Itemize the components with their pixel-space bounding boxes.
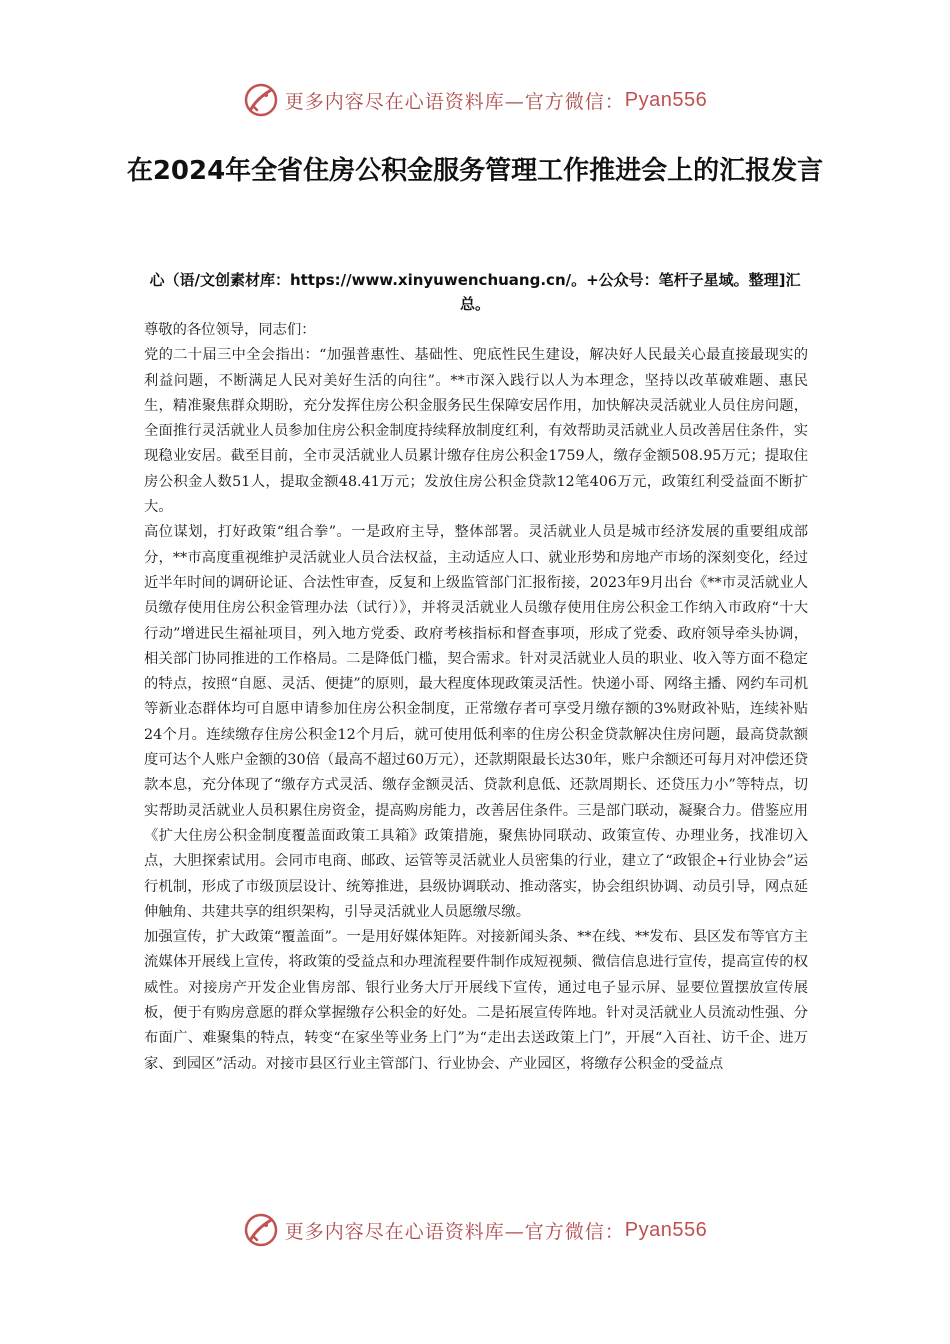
pen-logo-icon <box>243 1212 279 1248</box>
banner-text: 更多内容尽在心语资料库—官方微信： <box>284 1220 625 1243</box>
document-title: 在2024年全省住房公积金服务管理工作推进会上的汇报发言 <box>126 156 824 186</box>
document-body <box>144 318 808 1077</box>
header-watermark-banner <box>0 78 950 122</box>
banner-wechat-id: Pyan556 <box>624 88 708 111</box>
banner-wechat-id: Pyan556 <box>624 1218 708 1241</box>
pen-logo-icon <box>243 82 279 118</box>
paragraph-policy: 高位谋划，打好政策“组合拳”。一是政府主导，整体部署。灵活就业人员是城市经济发展的重要组成部分，**市高度重视维护灵活就业人员合法权益，主动适应人口、就业形势和房地产市场的深刻变化，经过近半年时间的调研论证、合法性审查，反复和上级监管部门汇报衔接，2023年9月出台《**市灵活就业人员缴存使用住房公积金管理办法（试行）》，并将灵活就业人员缴存使用住房公积金工作纳入市政府“十大行动”增进民生福祉项目，列入地方党委、政府考核指标和督查事项，形成了党委、政府领导牵头协调，相关部门协同推进的工作格局。二是降低门槛，契合需求。针对灵活就业人员的职业、收入等方面不稳定的特点，按照“自愿、灵活、便捷”的原则，最大程度体现政策灵活性。快递小哥、网络主播、网约车司机等新业态群体均可自愿申请参加住房公积金制度，正常缴存者可享受月缴存额的3%财政补贴，连续补贴24个月。连续缴存住房公积金12个月后，就可使用低利率的住房公积金贷款解决住房问题，最高贷款额度可达个人账户金额的30倍（最高不超过60万元），还款期限最长达30年，账户余额还可每月对冲偿还贷款本息，充分体现了“缴存方式灵活、缴存金额灵活、贷款利息低、还款周期长、还贷压力小”等特点，切实帮助灵活就业人员积累住房资金，提高购房能力，改善居住条件。三是部门联动，凝聚合力。借鉴应用《扩大住房公积金制度覆盖面政策工具箱》政策措施，聚焦协同联动、政策宣传、办理业务，找准切入点，大胆探索试用。会同市电商、邮政、运管等灵活就业人员密集的行业，建立了“政银企+行业协会”运行机制，形成了市级顶层设计、统筹推进，县级协调联动、推动落实，协会组织协调、动员引导，网点延伸触角、共建共享的组织架构，引导灵活就业人员愿缴尽缴。 <box>144 524 808 920</box>
footer-watermark-banner <box>0 1208 950 1252</box>
paragraph-publicity: 加强宣传，扩大政策“覆盖面”。一是用好媒体矩阵。对接新闻头条、**在线、**发布、县区发布等官方主流媒体开展线上宣传，将政策的受益点和办理流程要件制作成短视频、微信信息进行宣传，提高宣传的权威性。对接房产开发企业售房部、银行业务大厅开展线下宣传，通过电子显示屏、显要位置摆放宣传展板，便于有购房意愿的群众掌握缴存公积金的好处。二是拓展宣传阵地。针对灵活就业人员流动性强、分布面广、难聚集的特点，转变“在家坐等业务上门”为“走出去送政策上门”，开展“入百社、访千企、进万家、到园区”活动。对接市县区行业主管部门、行业协会、产业园区，将缴存公积金的受益点 <box>144 929 808 1072</box>
banner-text: 更多内容尽在心语资料库—官方微信： <box>284 90 625 113</box>
source-note: 心（语/文创素材库：https://www.xinyuwenchuang.cn/。+公众号：笔杆子星域。整理]汇总。 <box>149 271 801 313</box>
greeting: 尊敬的各位领导，同志们： <box>144 322 316 338</box>
paragraph-intro: 党的二十届三中全会指出：“加强普惠性、基础性、兜底性民生建设，解决好人民最关心最直接最现实的利益问题，不断满足人民对美好生活的向往”。**市深入践行以人为本理念，坚持以改革破难题、惠民生，精准聚焦群众期盼，充分发挥住房公积金服务民生保障安居作用，加快解决灵活就业人员住房问题，全面推行灵活就业人员参加住房公积金制度持续释放制度红利，有效帮助灵活就业人员改善居住条件，实现稳业安居。截至目前，全市灵活就业人员累计缴存住房公积金1759人，缴存金额508.95万元；提取住房公积金人数51人，提取金额48.41万元；发放住房公积金贷款12笔406万元，政策红利受益面不断扩大。 <box>144 347 808 516</box>
